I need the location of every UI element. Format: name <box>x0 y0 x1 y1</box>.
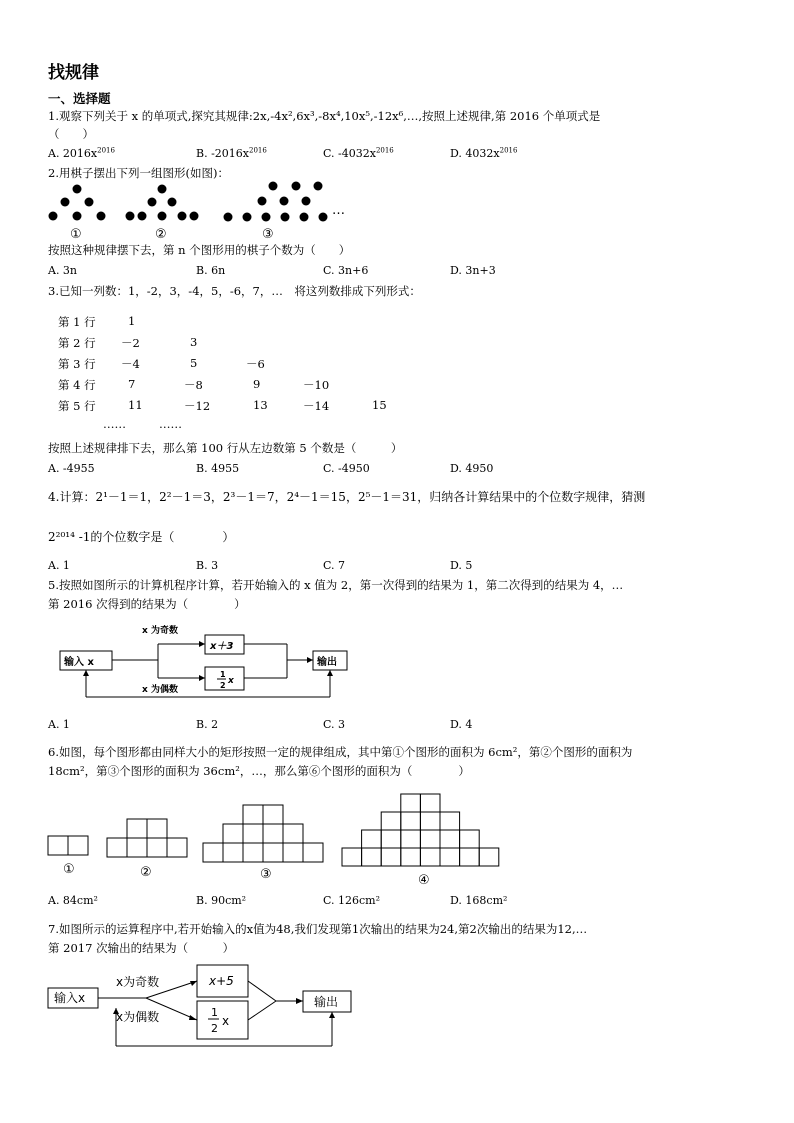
q1-option-d[interactable]: D. $4032x^{2016}$ <box>450 146 518 160</box>
q6-label-3: ③ <box>260 867 272 882</box>
q3-cell: 11 <box>128 398 143 412</box>
q6-label-1: ① <box>63 862 75 877</box>
q6-cell <box>203 843 223 862</box>
q4-option-d[interactable]: D. 5 <box>450 559 473 572</box>
q5-option-a[interactable]: A. 1 <box>48 718 70 731</box>
q6-cell <box>381 830 401 848</box>
q6-cell <box>381 812 401 830</box>
q5-even-label: x 为偶数 <box>142 685 178 695</box>
q5-op2-var: x <box>228 676 234 686</box>
q6-cell <box>283 824 303 843</box>
q6-cell <box>303 843 323 862</box>
q7-op2-var: x <box>222 1014 230 1028</box>
q6-rect-figures <box>44 785 504 891</box>
q3-cell: －2 <box>121 336 140 350</box>
q3-row-label-3: 第 3 行 <box>58 357 96 371</box>
q6-label-4: ④ <box>418 873 430 888</box>
q6-cell <box>401 830 421 848</box>
q3-option-c[interactable]: C. -4950 <box>323 462 370 475</box>
q3-cell: 1 <box>128 314 136 328</box>
q3-row-label-2: 第 2 行 <box>58 336 96 350</box>
q3-cell: 3 <box>190 335 198 349</box>
q2-dot-figures <box>44 180 364 242</box>
q6-cell <box>243 824 263 843</box>
q2-option-b[interactable]: B. 6n <box>196 264 226 277</box>
q6-cell <box>362 830 382 848</box>
q6-cell <box>147 819 167 838</box>
q6-cell <box>401 812 421 830</box>
q6-label-2: ② <box>140 865 152 880</box>
q2-option-c[interactable]: C. 3n+6 <box>323 264 369 277</box>
q3-cell: －4 <box>121 357 140 371</box>
q3-option-d[interactable]: D. 4950 <box>450 462 494 475</box>
q6-cell <box>362 848 382 866</box>
q5-stem-line2: 第 2016 次得到的结果为（ ） <box>48 597 246 611</box>
q3-dots-1: …… <box>103 417 126 431</box>
section-heading: 一、选择题 <box>48 91 111 106</box>
q6-cell <box>440 830 460 848</box>
q6-cell <box>420 812 440 830</box>
q2-label-1: ① <box>70 227 82 242</box>
q7-op2-den: 2 <box>211 1022 218 1035</box>
q4-option-b[interactable]: B. 3 <box>196 559 219 572</box>
q2-label-2: ② <box>155 227 167 242</box>
q5-output-label: 输出 <box>317 657 337 668</box>
q6-cell <box>243 805 263 824</box>
q3-option-a[interactable]: A. -4955 <box>48 462 95 475</box>
q3-cell: 15 <box>372 398 387 412</box>
q6-cell <box>223 843 243 862</box>
q1-option-a[interactable]: A. $2016x^{2016}$ <box>48 146 115 160</box>
q3-cell: 13 <box>253 398 268 412</box>
q2-ellipsis: … <box>332 203 345 218</box>
q1-stem-line1: 1.观察下列关于 x 的单项式,探究其规律:2x,-4x²,6x³,-8x⁴,10x⁵,-12x⁶,…,按照上述规律,第 2016 个单项式是 <box>48 109 601 123</box>
page-title: 找规律 <box>48 63 99 83</box>
q2-question: 按照这种规律摆下去，第 n 个图形用的棋子个数为（ ） <box>48 243 351 257</box>
q3-question: 按照上述规律排下去，那么第 100 行从左边数第 5 个数是（ ） <box>48 441 403 455</box>
q3-cell: －10 <box>303 378 330 392</box>
q7-even-label: x为偶数 <box>116 1010 160 1024</box>
q6-option-b[interactable]: B. 90cm² <box>196 894 247 907</box>
q5-op2-den: 2 <box>220 681 226 690</box>
q3-option-b[interactable]: B. 4955 <box>196 462 240 475</box>
q6-cell <box>167 838 187 857</box>
q1-option-b[interactable]: B. $-2016x^{2016}$ <box>196 146 267 160</box>
q6-cell <box>420 794 440 812</box>
q3-row-label-4: 第 4 行 <box>58 378 96 392</box>
q2-stem: 2.用棋子摆出下列一组图形(如图)： <box>48 166 229 180</box>
q6-cell <box>342 848 362 866</box>
q6-option-d[interactable]: D. 168cm² <box>450 894 508 907</box>
q1-stem-line2: （ ） <box>48 127 94 141</box>
q4-stem-line2: 2²⁰¹⁴ -1的个位数字是（ ） <box>48 530 235 544</box>
q6-cell <box>127 838 147 857</box>
q3-cell: 7 <box>128 377 136 391</box>
q6-cell <box>263 824 283 843</box>
q4-option-a[interactable]: A. 1 <box>48 559 70 572</box>
q6-cell <box>243 843 263 862</box>
q7-op2-num: 1 <box>211 1006 218 1019</box>
q5-option-b[interactable]: B. 2 <box>196 718 219 731</box>
q1-option-c[interactable]: C. $-4032x^{2016}$ <box>323 146 394 160</box>
q5-option-c[interactable]: C. 3 <box>323 718 346 731</box>
q7-odd-label: x为奇数 <box>116 975 160 989</box>
q6-cell <box>107 838 127 857</box>
q6-cell <box>479 848 499 866</box>
q6-stem-line1: 6.如图，每个图形都由同样大小的矩形按照一定的规律组成，其中第①个图形的面积为 6cm²，第②个图形的面积为 <box>48 745 633 759</box>
q4-option-c[interactable]: C. 7 <box>323 559 346 572</box>
q3-cell: 9 <box>253 377 261 391</box>
q4-stem-line1: 4.计算：2¹－1＝1，2²－1＝3，2³－1＝7，2⁴－1＝15，2⁵－1＝31，归纳各计算结果中的个位数字规律，猜测 <box>48 490 646 504</box>
q6-stem-line2: 18cm²，第③个图形的面积为 36cm²，…，那么第⑥个图形的面积为（ ） <box>48 764 470 778</box>
q5-option-d[interactable]: D. 4 <box>450 718 473 731</box>
q6-cell <box>420 830 440 848</box>
q3-cell: 5 <box>190 356 198 370</box>
q7-op1: x+5 <box>209 974 234 988</box>
q6-cell <box>283 843 303 862</box>
q6-cell <box>48 836 68 855</box>
q6-cell <box>223 824 243 843</box>
q6-cell <box>420 848 440 866</box>
q6-cell <box>401 794 421 812</box>
q7-flowchart <box>46 962 356 1054</box>
q3-row-label-5: 第 5 行 <box>58 399 96 413</box>
q6-cell <box>147 838 167 857</box>
q6-cell <box>127 819 147 838</box>
q5-odd-label: x 为奇数 <box>142 626 178 636</box>
q3-cell: －14 <box>303 399 330 413</box>
q2-option-a[interactable]: A. 3n <box>48 264 78 277</box>
q3-cell: －6 <box>246 357 265 371</box>
q3-row-label-1: 第 1 行 <box>58 315 96 329</box>
q5-flowchart <box>50 622 360 704</box>
q3-cell: －12 <box>184 399 211 413</box>
q6-cell <box>263 805 283 824</box>
q6-cell <box>68 836 88 855</box>
q6-cell <box>401 848 421 866</box>
q3-cell: －8 <box>184 378 203 392</box>
q2-option-d[interactable]: D. 3n+3 <box>450 264 496 277</box>
q6-cell <box>263 843 283 862</box>
q6-cell <box>460 830 480 848</box>
q6-cell <box>381 848 401 866</box>
q5-input-label: 输入 x <box>64 657 94 668</box>
q6-cell <box>440 812 460 830</box>
q5-op1: x＋3 <box>210 641 234 652</box>
q7-stem-line2: 第 2017 次输出的结果为（ ） <box>48 941 235 955</box>
q5-op2-num: 1 <box>220 670 226 679</box>
q7-input-label: 输入x <box>54 991 86 1005</box>
q6-option-a[interactable]: A. 84cm² <box>48 894 98 907</box>
q6-cell <box>460 848 480 866</box>
q3-stem: 3.已知一列数：1，-2，3，-4，5，-6，7，… 将这列数排成下列形式： <box>48 284 421 298</box>
q3-dots-2: …… <box>159 417 182 431</box>
q5-stem-line1: 5.按照如图所示的计算机程序计算，若开始输入的 x 值为 2，第一次得到的结果为 1，第二次得到的结果为 4，… <box>48 578 624 592</box>
q6-cell <box>440 848 460 866</box>
q7-stem-line1: 7.如图所示的运算程序中,若开始输入的x值为48,我们发现第1次输出的结果为24,第2次输出的结果为12,… <box>48 922 588 936</box>
q6-option-c[interactable]: C. 126cm² <box>323 894 381 907</box>
q2-label-3: ③ <box>262 227 274 242</box>
q7-output-label: 输出 <box>314 995 339 1009</box>
